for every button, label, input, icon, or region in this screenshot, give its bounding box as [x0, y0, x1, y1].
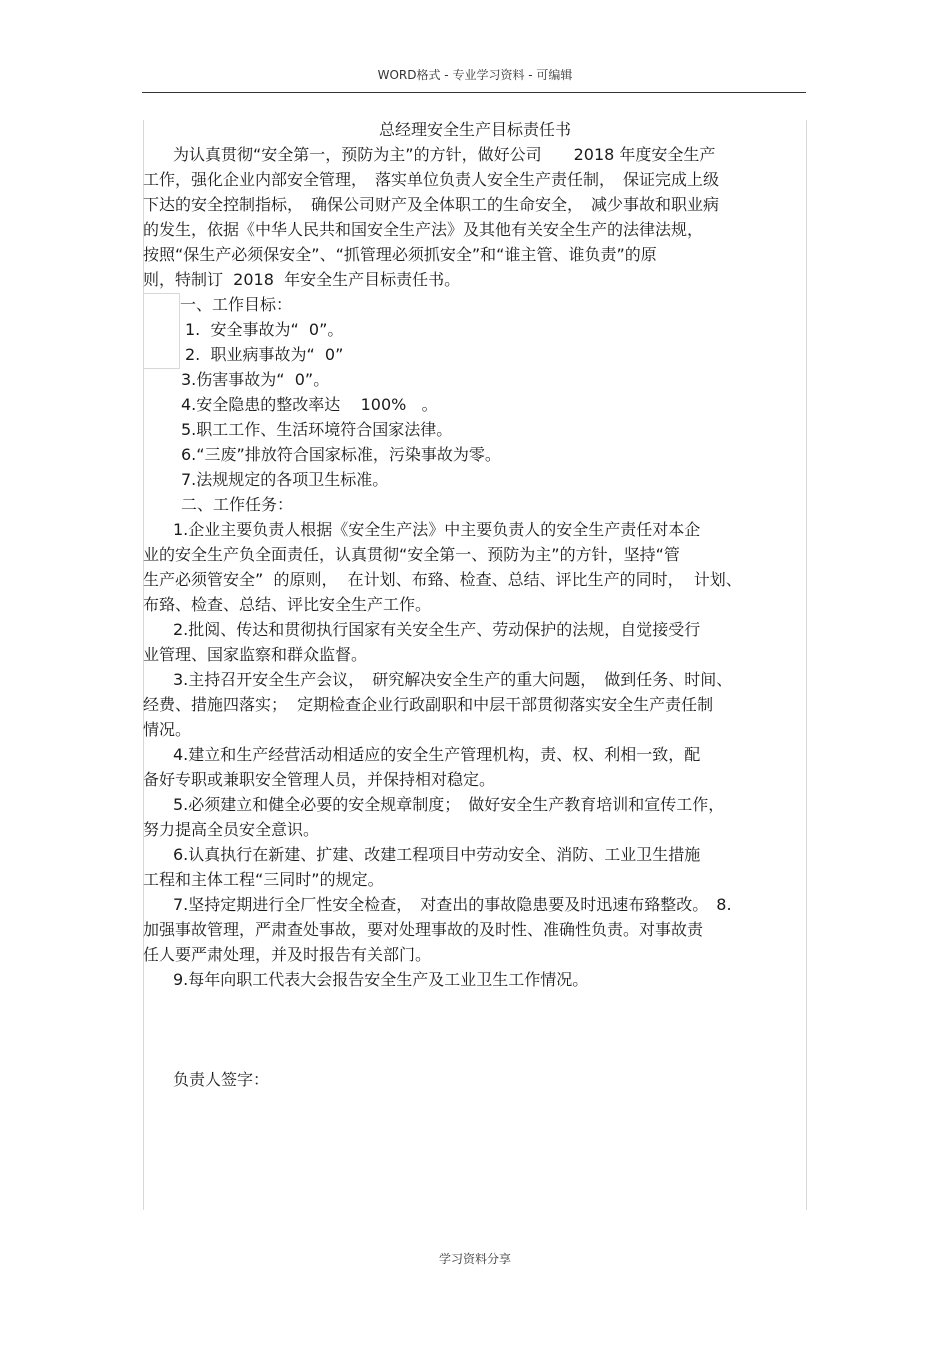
intro-line: 则，特制订 2018 年安全生产目标责任书。: [143, 270, 461, 289]
section-heading-goals: 一、工作目标：: [180, 295, 293, 314]
intro-line: 下达的安全控制指标， 确保公司财产及全体职工的生命安全， 减少事故和职业病: [143, 195, 720, 214]
intro-line: 工作，强化企业内部安全管理， 落实单位负责人安全生产责任制， 保证完成上级: [143, 170, 720, 189]
goal-item: 2. 职业病事故为“ 0”: [185, 345, 344, 364]
task-line: 3.主持召开安全生产会议， 研究解决安全生产的重大问题， 做到任务、时间、: [173, 670, 733, 689]
document-title: 总经理安全生产目标责任书: [378, 120, 571, 139]
task-line: 业管理、国家监察和群众监督。: [143, 645, 368, 664]
task-line: 努力提高全员安全意识。: [143, 820, 320, 839]
page-footer: 学习资料分享: [438, 1252, 511, 1266]
goal-item: 1. 安全事故为“ 0”。: [185, 320, 344, 339]
task-line: 布臵、检查、总结、评比安全生产工作。: [143, 595, 432, 614]
header-rule: [142, 92, 806, 93]
task-line: 任人要严肃处理，并及时报告有关部门。: [143, 945, 432, 964]
task-line: 2.批阅、传达和贯彻执行国家有关安全生产、劳动保护的法规，自觉接受行: [173, 620, 701, 639]
intro-line: 按照“保生产必须保安全”、“抓管理必须抓安全”和“谁主管、谁负责”的原: [143, 245, 657, 264]
right-border: [806, 120, 807, 1210]
task-line: 工程和主体工程“三同时”的规定。: [143, 870, 384, 889]
goal-item: 4.安全隐患的整改率达 100% 。: [181, 395, 438, 414]
section-heading-tasks: 二、工作任务：: [181, 495, 294, 514]
task-line: 4.建立和生产经营活动相适应的安全生产管理机构，责、权、利相一致，配: [173, 745, 701, 764]
goal-item: 5.职工工作、生活环境符合国家法律。: [181, 420, 453, 439]
signature-label: 负责人签字：: [173, 1070, 270, 1089]
page-header: WORD格式 - 专业学习资料 - 可编辑: [377, 68, 573, 82]
task-line: 5.必须建立和健全必要的安全规章制度； 做好安全生产教育培训和宣传工作，: [173, 795, 725, 814]
task-line: 6.认真执行在新建、扩建、改建工程项目中劳动安全、消防、工业卫生措施: [173, 845, 701, 864]
task-line: 备好专职或兼职安全管理人员，并保持相对稳定。: [143, 770, 496, 789]
task-line: 加强事故管理，严肃查处事故，要对处理事故的及时性、准确性负责。对事故责: [143, 920, 704, 939]
task-line: 生产必须管安全” 的原则， 在计划、布臵、检查、总结、评比生产的同时， 计划、: [143, 570, 742, 589]
task-line: 经费、措施四落实； 定期检查企业行政副职和中层干部贯彻落实安全生产责任制: [143, 695, 714, 714]
goal-item: 3.伤害事故为“ 0”。: [181, 370, 330, 389]
task-line: 业的安全生产负全面责任，认真贯彻“安全第一、预防为主”的方针，坚持“管: [143, 545, 680, 564]
goal-item: 7.法规规定的各项卫生标准。: [181, 470, 389, 489]
intro-line: 为认真贯彻“安全第一，预防为主”的方针，做好公司 2018 年度安全生产: [173, 145, 716, 164]
task-line: 1.企业主要负责人根据《安全生产法》中主要负责人的安全生产责任对本企: [173, 520, 701, 539]
task-line: 9.每年向职工代表大会报告安全生产及工业卫生工作情况。: [173, 970, 589, 989]
goals-box: [143, 293, 180, 369]
task-line: 情况。: [143, 720, 192, 739]
goal-item: 6.“三废”排放符合国家标准，污染事故为零。: [181, 445, 501, 464]
task-line: 7.坚持定期进行全厂性安全检查， 对查出的事故隐患要及时迅速布臵整改。 8.: [173, 895, 732, 914]
intro-line: 的发生，依据《中华人民共和国安全生产法》及其他有关安全生产的法律法规，: [143, 220, 704, 239]
